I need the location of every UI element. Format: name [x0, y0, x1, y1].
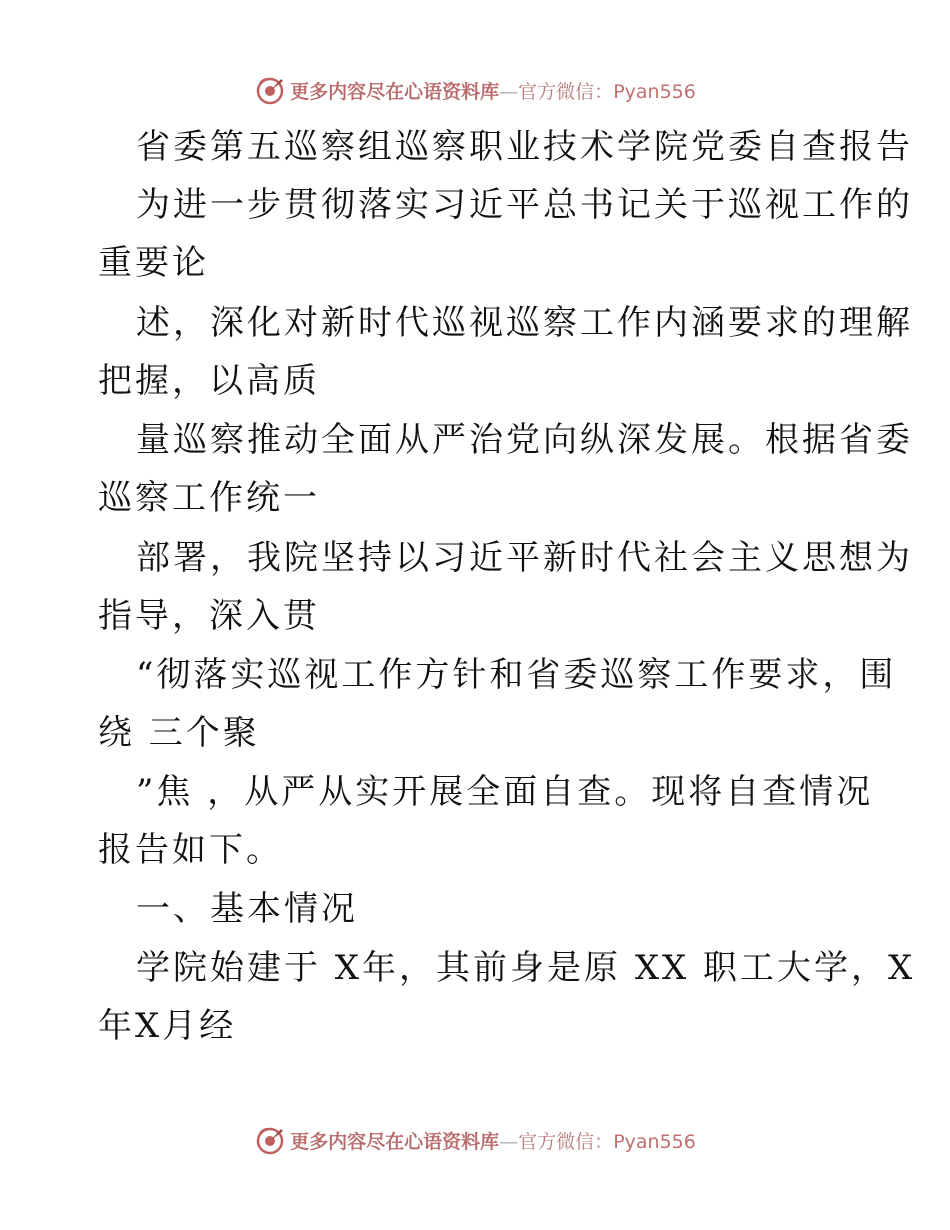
paragraph-line: 巡察工作统一: [98, 478, 320, 518]
paragraph-line: 年X月经: [98, 1006, 237, 1046]
paragraph-line: 绕 三个聚: [98, 713, 260, 753]
paragraph-line: 量巡察推动全面从严治党向纵深发展。根据省委: [136, 420, 913, 460]
document-title: 省委第五巡察组巡察职业技术学院党委自查报告: [136, 127, 913, 167]
banner-separator: —: [499, 80, 519, 103]
banner-wechat-id: Pyan556: [613, 80, 696, 103]
paragraph-line: 述，深化对新时代巡视巡察工作内涵要求的理解: [136, 303, 913, 343]
paragraph-line: 重要论: [98, 243, 209, 283]
section-heading: 一、基本情况: [136, 889, 358, 929]
banner-wechat-label: 官方微信：: [518, 80, 614, 103]
footer-banner: [0, 1122, 950, 1158]
banner-site-name: 更多内容尽在心语资料库: [290, 1130, 500, 1153]
banner-wechat-id: Pyan556: [613, 1130, 696, 1153]
banner-site-name: 更多内容尽在心语资料库: [290, 80, 500, 103]
brand-logo-icon: [254, 1124, 286, 1156]
paragraph-line: 学院始建于 X年，其前身是原 XX 职工大学，X: [136, 948, 916, 988]
paragraph-line: 指导，深入贯: [98, 596, 320, 636]
paragraph-line: 把握，以高质: [98, 361, 320, 401]
paragraph-line: ”焦 ，从严从实开展全面自查。现将自查情况: [136, 772, 874, 812]
paragraph-line: 部署，我院坚持以习近平新时代社会主义思想为: [136, 538, 913, 578]
banner-text: [290, 1127, 696, 1154]
paragraph-line: 为进一步贯彻落实习近平总书记关于巡视工作的: [136, 185, 913, 225]
banner-separator: —: [499, 1130, 519, 1153]
paragraph-line: “彻落实巡视工作方针和省委巡察工作要求，围: [136, 655, 897, 695]
paragraph-line: 报告如下。: [98, 830, 283, 870]
banner-wechat-label: 官方微信：: [518, 1130, 614, 1153]
